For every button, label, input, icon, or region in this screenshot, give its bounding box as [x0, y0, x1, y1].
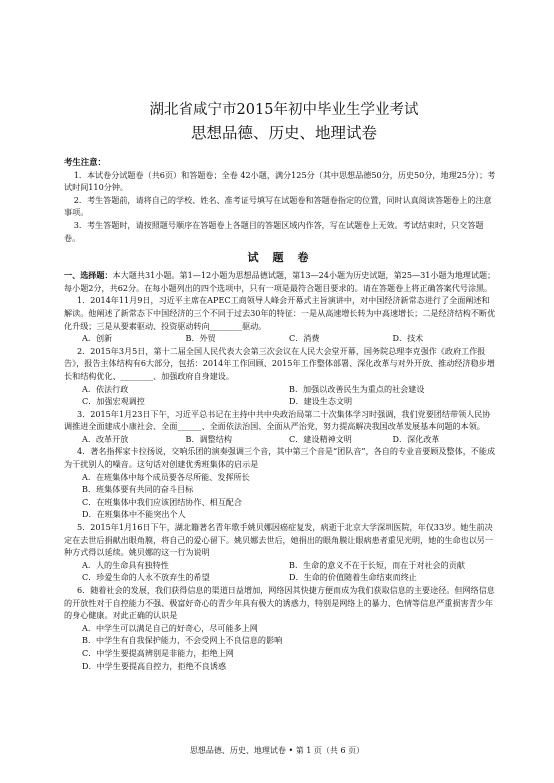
question-options	[64, 622, 496, 672]
question-option: C．中学生要提高辨别是非能力，拒绝上网	[82, 647, 234, 658]
candidate-notice	[64, 156, 496, 244]
question-option: D．建设生态文明	[289, 396, 353, 407]
question-option: A．改革开放	[82, 433, 129, 444]
question-option: D．深化改革	[392, 433, 440, 444]
question-option: C．在班集体中我们应该团结协作、相互配合	[82, 496, 242, 507]
question-options	[64, 383, 496, 408]
question-options	[64, 332, 496, 345]
question-option: A．人的生命具有独特性	[82, 559, 169, 570]
question-option: C．建设精神文明	[289, 433, 352, 444]
page-footer: 思想品德、历史、地理试卷 • 第 1 页（共 6 页）	[189, 746, 365, 755]
notice-item: 1．本试卷分试题卷（共6页）和答题卷；全卷 42小题，满分125分（其中思想品德50分，历史50分，地理25分）；考试时间110分钟。	[64, 169, 496, 193]
question-option: A．创新	[82, 333, 113, 344]
question-option: B．生命的意义不在于长短，而在于对社会的贡献	[289, 559, 465, 570]
intro-text: 本大题共31小题。第1—12小题为思想品德试题，第13—24小题为历史试题，第25—31小题为地理试题；每小题2分，共62分。在每小题列出的四个选项中，只有一项是最符合题目要求的。请在答题卷上将正确答案代号涂黑。	[64, 270, 496, 293]
question-option: C．消费	[289, 333, 320, 344]
notice-heading: 考生注意：	[64, 157, 106, 167]
question-stem: 2．2015年3月5日，第十二届全国人民代表大会第三次会议在人民大会堂开幕，国务院总理李克强作《政府工作报告》，报告主体结构有6大部分，包括：2014年工作回顾、2015年工作整体部署、深化改革与对外开放、推动经济稳步增长和结构优化、________、加强政府自身建设。	[64, 345, 495, 381]
question-option: A．依法行政	[82, 383, 129, 394]
question-options	[64, 559, 496, 584]
question-option: B．中学生有自我保护能力，不会受网上不良信息的影响	[82, 635, 283, 646]
question-option: B．加强以改善民生为重点的社会建设	[289, 383, 425, 394]
question-list	[64, 294, 496, 672]
question-option: A．在班集体中每个成员要各尽所能、发挥所长	[82, 471, 250, 482]
section-title: 试题卷	[247, 251, 323, 265]
question-stem: 5．2015年1月16日下午，湖北籍著名青年歌手姚贝娜因癌症复发，病逝于北京大学深圳医院，年仅33岁。她生前决定在去世后捐献出眼角膜，将自己的爱心留下。姚贝娜去世后，她捐出的眼角膜让眼病患者重见光明，她的生命也以另一种方式得以延续。姚贝娜的这一行为说明	[64, 522, 493, 558]
question-option: A．中学生可以满足自己的好奇心，尽可能多上网	[82, 622, 258, 633]
exam-title: 湖北省咸宁市2015年初中毕业生学业考试	[149, 102, 419, 118]
question-stem: 6．随着社会的发展，我们获得信息的渠道日益增加，网络因其快捷方便而成为我们获取信息的主要途径。但网络信息的开放性对于自控能力不强、极富好奇心的青少年具有极大的诱惑力，特别是网络上的暴力、色情等信息严重损害青少年的身心健康。对此正确的认识是	[64, 585, 495, 621]
intro-lead: 一、选择题：	[64, 270, 113, 281]
question-options	[64, 433, 496, 446]
question-option: D．生命的价值随着生命结束而终止	[289, 572, 417, 583]
question-option: B．外贸	[185, 333, 216, 344]
notice-item: 2．考生答题前，请将自己的学校、姓名、准考证号填写在试题卷和答题卷指定的位置，同时认真阅读答题卷上的注意事项。	[64, 194, 492, 218]
question-option: B．调整结构	[185, 433, 232, 444]
question-option: C．加强宏观调控	[82, 396, 145, 407]
question-stem: 3．2015年1月23日下午，习近平总书记在主持中共中央政治局第二十次集体学习时强调，我们党要团结带领人民协调推进全面建成小康社会、全面______、全面依法治国、全面从严治党，努力提高解决我国改革发展基本问题的本领。	[64, 408, 491, 432]
section-intro	[64, 269, 496, 294]
question-option: B．班集体要有共同的奋斗目标	[82, 484, 194, 495]
question-option: C．珍爱生命的人永不放弃生的希望	[82, 572, 210, 583]
question-option: D．在班集体中不能突出个人	[82, 509, 186, 520]
notice-item: 3．考生答题时，请按照题号顺序在答题卷上各题目的答题区域内作答，写在试题卷上无效。考试结束时，只交答题卷。	[64, 219, 484, 243]
question-stem: 1．2014年11月9日，习近平主席在APEC工商领导人峰会开幕式主旨演讲中，对中国经济新常态进行了全面阐述和解读。他阐述了新常态下中国经济的三个不同于过去30年的特征：一是从高速增长转为中高速增长；二是经济结构不断优化升级；三是从要素驱动、投资驱动转向________驱动。	[64, 295, 496, 331]
question-options	[64, 471, 496, 521]
question-option: D．技术	[392, 333, 424, 344]
question-stem: 4．著名指挥家卡拉扬说，交响乐团的演奏强调三个音，其中第三个音是“团队音”，各自的专业音要顾及整体，不能成为干扰别人的噪音。这句话对创建优秀班集体的启示是	[64, 446, 496, 470]
exam-subtitle: 思想品德、历史、地理试卷	[190, 124, 377, 142]
question-option: D．中学生要提高自控力，拒绝不良诱惑	[82, 660, 227, 671]
